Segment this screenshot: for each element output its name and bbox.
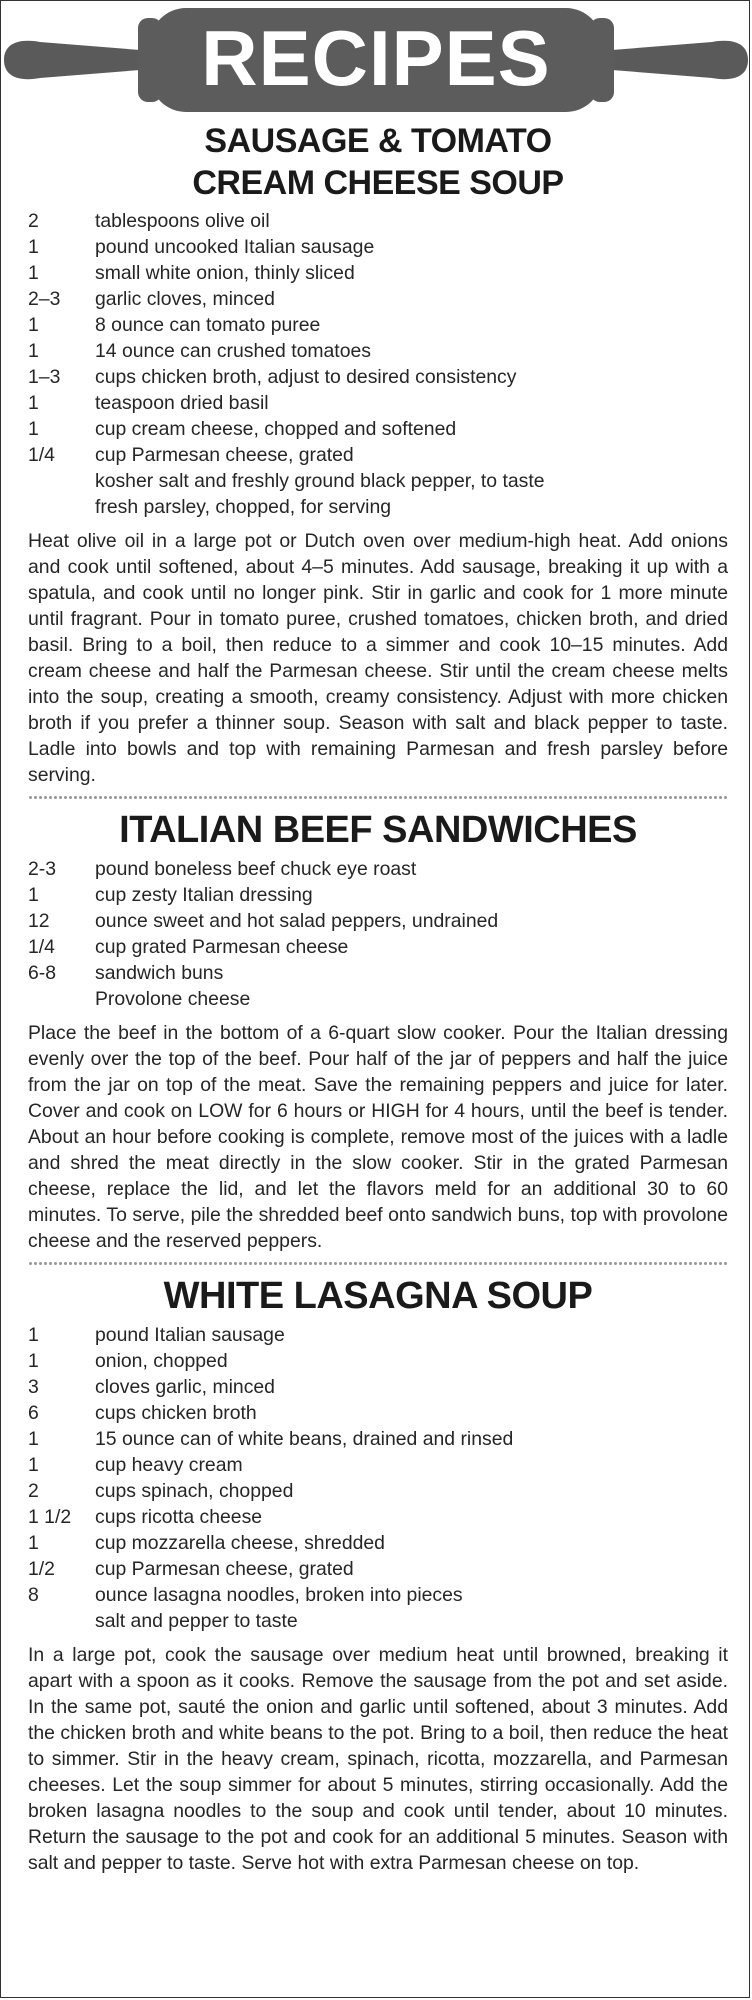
ingredient-qty: 1	[28, 884, 39, 906]
ingredient-row	[28, 390, 728, 416]
ingredient-item: sandwich buns	[95, 962, 224, 984]
ingredient-qty: 1	[28, 1324, 39, 1346]
ingredient-item: cups chicken broth, adjust to desired consistency	[95, 366, 517, 388]
ingredient-item: small white onion, thinly sliced	[95, 262, 355, 284]
ingredient-qty: 1	[28, 1532, 39, 1554]
ingredient-item: Provolone cheese	[95, 988, 251, 1010]
ingredient-list	[28, 1322, 728, 1634]
ingredient-row	[28, 1452, 728, 1478]
ingredient-row	[28, 1582, 728, 1608]
ingredient-item: cup grated Parmesan cheese	[95, 936, 349, 958]
ingredient-row	[28, 208, 728, 234]
ingredient-qty: 1/2	[28, 1558, 55, 1580]
ingredient-item: cups chicken broth	[95, 1402, 257, 1424]
ingredient-row	[28, 416, 728, 442]
ingredient-item: cups ricotta cheese	[95, 1506, 263, 1528]
recipe-italian-beef-sandwiches	[28, 808, 728, 1254]
ingredient-row	[28, 260, 728, 286]
ingredient-item: garlic cloves, minced	[95, 288, 275, 310]
ingredient-item: cup zesty Italian dressing	[95, 884, 313, 906]
ingredient-qty: 1	[28, 1428, 39, 1450]
ingredient-qty: 1	[28, 314, 39, 336]
ingredient-row	[28, 494, 728, 520]
ingredient-list	[28, 208, 728, 520]
ingredient-row	[28, 1608, 728, 1634]
ingredient-qty: 1	[28, 1454, 39, 1476]
ingredient-row	[28, 364, 728, 390]
ingredient-item: kosher salt and freshly ground black pepper, to taste	[95, 470, 545, 492]
ingredient-row	[28, 1322, 728, 1348]
ingredient-item: teaspoon dried basil	[95, 392, 269, 414]
ingredient-row	[28, 338, 728, 364]
ingredient-item: cloves garlic, minced	[95, 1376, 275, 1398]
section-divider	[28, 1260, 728, 1268]
ingredient-qty: 1	[28, 418, 39, 440]
recipe-directions: Place the beef in the bottom of a 6-quart slow cooker. Pour the Italian dressing evenly over the top of the beef. Pour half of the jar of peppers and half the juice from the jar on top of the meat. Save the remaining peppers and juice for later. Cover and cook on LOW for 6 hours or HIGH for 4 hours, until the beef is tender. About an hour before cooking is complete, remove most of the juices with a ladle and shred the meat directly in the slow cooker. Stir in the grated Parmesan cheese, replace the lid, and let the flavors meld for an additional 30 to 60 minutes. To serve, pile the shredded beef onto sandwich buns, top with provolone cheese and the reserved peppers.	[28, 1022, 728, 1252]
ingredient-item: cups spinach, chopped	[95, 1480, 294, 1502]
recipe-title	[28, 1274, 728, 1318]
ingredient-row	[28, 856, 728, 882]
recipe-directions: In a large pot, cook the sausage over medium heat until browned, breaking it apart with a spoon as it cooks. Remove the sausage from the pot and set aside. In the same pot, sauté the onion and garlic until softened, about 3 minutes. Add the chicken broth and white beans to the pot. Bring to a boil, then reduce the heat to simmer. Stir in the heavy cream, spinach, ricotta, mozzarella, and Parmesan cheeses. Let the soup simmer for about 5 minutes, stirring occasionally. Add the broken lasagna noodles to the soup and cook until tender, about 10 minutes. Return the sausage to the pot and cook for an additional 5 minutes. Season with salt and pepper to taste. Serve hot with extra Parmesan cheese on top.	[28, 1644, 728, 1874]
recipes-banner	[0, 4, 752, 116]
ingredient-item: pound boneless beef chuck eye roast	[95, 858, 417, 880]
recipe-title	[28, 120, 728, 204]
ingredient-item: cup mozzarella cheese, shredded	[95, 1532, 385, 1554]
ingredient-row	[28, 1478, 728, 1504]
ingredient-item: 8 ounce can tomato puree	[95, 314, 321, 336]
ingredient-qty: 2	[28, 210, 39, 232]
ingredient-row	[28, 1504, 728, 1530]
ingredient-row	[28, 442, 728, 468]
ingredient-qty: 1	[28, 262, 39, 284]
ingredient-item: ounce sweet and hot salad peppers, undrained	[95, 910, 499, 932]
ingredient-row	[28, 1426, 728, 1452]
ingredient-row	[28, 1400, 728, 1426]
ingredient-item: fresh parsley, chopped, for serving	[95, 496, 392, 518]
ingredient-row	[28, 468, 728, 494]
ingredient-item: cup heavy cream	[95, 1454, 243, 1476]
ingredient-row	[28, 234, 728, 260]
recipe-title-line: WHITE LASAGNA SOUP	[163, 1275, 593, 1317]
ingredient-row	[28, 286, 728, 312]
ingredient-qty: 2-3	[28, 858, 57, 880]
page-title: RECIPES	[201, 14, 551, 102]
ingredient-row	[28, 1348, 728, 1374]
ingredient-item: cup cream cheese, chopped and softened	[95, 418, 457, 440]
recipe-sausage-tomato-soup	[28, 120, 728, 788]
ingredient-item: salt and pepper to taste	[95, 1610, 298, 1632]
ingredient-row	[28, 986, 728, 1012]
section-divider	[28, 794, 728, 802]
ingredient-row	[28, 908, 728, 934]
ingredient-qty: 12	[28, 910, 50, 932]
recipe-title	[28, 808, 728, 852]
ingredient-qty: 3	[28, 1376, 39, 1398]
ingredient-qty: 6-8	[28, 962, 57, 984]
ingredient-item: 15 ounce can of white beans, drained and rinsed	[95, 1428, 514, 1450]
ingredient-qty	[28, 468, 95, 494]
ingredient-list	[28, 856, 728, 1012]
recipe-white-lasagna-soup	[28, 1274, 728, 1876]
ingredient-qty: 6	[28, 1402, 39, 1424]
ingredient-qty: 8	[28, 1584, 39, 1606]
recipe-column	[28, 120, 728, 1876]
ingredient-row	[28, 312, 728, 338]
ingredient-item: pound uncooked Italian sausage	[95, 236, 375, 258]
ingredient-row	[28, 934, 728, 960]
ingredient-item: pound Italian sausage	[95, 1324, 285, 1346]
ingredient-item: cup Parmesan cheese, grated	[95, 1558, 354, 1580]
ingredient-qty: 1–3	[28, 366, 61, 388]
ingredient-qty: 1 1/2	[28, 1506, 72, 1528]
ingredient-item: cup Parmesan cheese, grated	[95, 444, 354, 466]
ingredient-qty: 1	[28, 392, 39, 414]
ingredient-qty: 1/4	[28, 936, 55, 958]
ingredient-qty: 1/4	[28, 444, 55, 466]
ingredient-qty: 2–3	[28, 288, 61, 310]
ingredient-item: ounce lasagna noodles, broken into pieces	[95, 1584, 463, 1606]
ingredient-qty: 1	[28, 1350, 39, 1372]
recipe-title-line: ITALIAN BEEF SANDWICHES	[119, 809, 637, 851]
recipe-title-line: CREAM CHEESE SOUP	[192, 164, 564, 202]
ingredient-qty	[28, 494, 95, 520]
ingredient-qty: 2	[28, 1480, 39, 1502]
ingredient-item: onion, chopped	[95, 1350, 228, 1372]
ingredient-row	[28, 1374, 728, 1400]
ingredient-qty: 1	[28, 340, 39, 362]
ingredient-item: tablespoons olive oil	[95, 210, 270, 232]
recipe-title-line: SAUSAGE & TOMATO	[204, 122, 552, 160]
ingredient-row	[28, 960, 728, 986]
ingredient-qty	[28, 986, 95, 1012]
ingredient-row	[28, 1556, 728, 1582]
ingredient-item: 14 ounce can crushed tomatoes	[95, 340, 371, 362]
recipe-directions: Heat olive oil in a large pot or Dutch oven over medium-high heat. Add onions and cook until softened, about 4–5 minutes. Add sausage, breaking it up with a spatula, and cook until no longer pink. Stir in garlic and cook for 1 more minute until fragrant. Pour in tomato puree, crushed tomatoes, chicken broth, and dried basil. Bring to a boil, then reduce to a simmer and cook 10–15 minutes. Add cream cheese and half the Parmesan cheese. Stir until the cream cheese melts into the soup, creating a smooth, creamy consistency. Adjust with more chicken broth if you prefer a thinner soup. Season with salt and black pepper to taste. Ladle into bowls and top with remaining Parmesan and fresh parsley before serving.	[28, 530, 728, 786]
ingredient-qty: 1	[28, 236, 39, 258]
ingredient-row	[28, 1530, 728, 1556]
ingredient-qty	[28, 1608, 95, 1634]
ingredient-row	[28, 882, 728, 908]
